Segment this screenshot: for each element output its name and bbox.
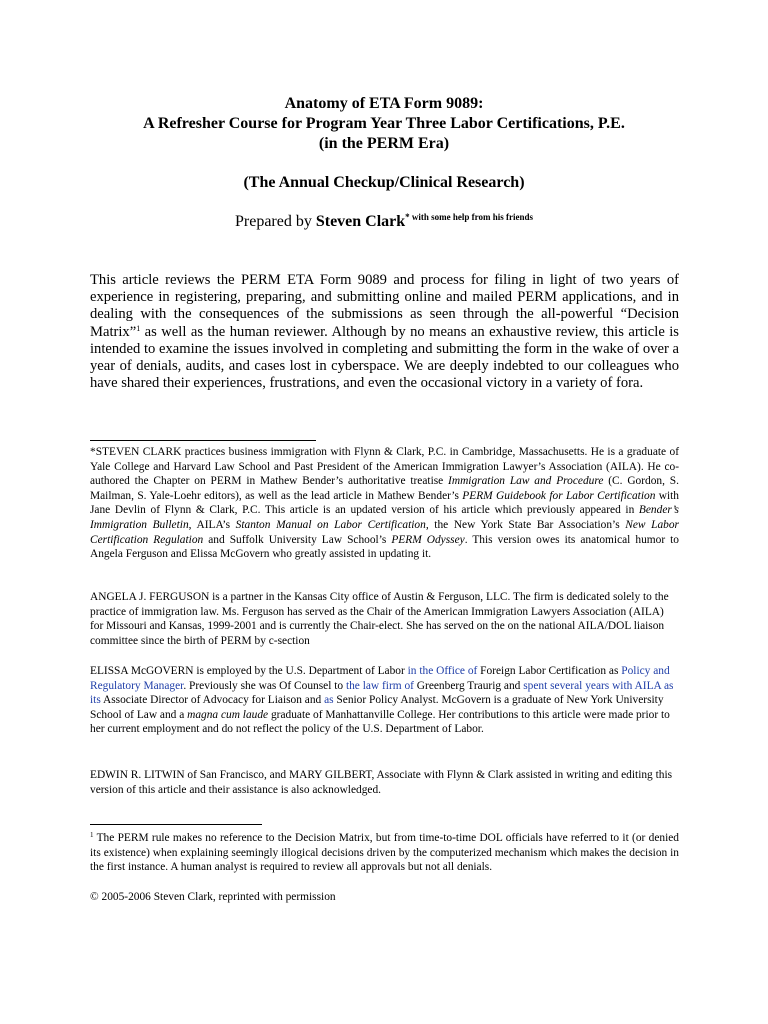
fn-mcgovern-text: graduate of Manhattanville College. Her contributions to this article were made prior to her current employment and do not reflect the policy of the U.S. Department of Labor. — [90, 708, 670, 736]
footnote-1-text: The PERM rule makes no reference to the Decision Matrix, but from time-to-time DOL officials have referred to it (or denied its existence) when explaining seemingly illogical decisions driven by the computerized mechanism which makes the decision in the first instance. A human analyst is required to review all approvals but not all denials. — [90, 832, 679, 874]
byline-author: Steven Clark — [315, 213, 406, 230]
fn-clark-text: , AILA’s — [188, 518, 236, 531]
fn-mcgovern-highlight: Policy and Regulatory Manager — [90, 665, 670, 692]
fn-clark-text: . This version owes its anatomical humor to Angela Ferguson and Elissa McGovern who greatly assisted in updating it. — [90, 533, 679, 561]
footnote-divider-2 — [90, 824, 262, 825]
footnote-divider — [90, 440, 316, 441]
intro-text-2: as well as the human reviewer. Although by no means an exhaustive review, this article is intended to examine the issues involved in completing and submitting the form in the wake of over a year of denials, audits, and cases lost in cyberspace. We are deeply indebted to our colleagues who have shared their experiences, frustrations, and even the occasional victory in a variety of fora. — [90, 323, 679, 392]
fn-mcgovern-italic: magna cum laude — [187, 708, 269, 721]
title-line-3: (in the PERM Era) — [318, 135, 450, 152]
footnote-mcgovern — [90, 664, 679, 737]
fn-clark-italic: Immigration Law and Procedure — [448, 475, 604, 488]
fn-mcgovern-text: ELISSA McGOVERN is employed by the U.S. Department of Labor — [90, 665, 408, 677]
byline-prefix: Prepared by — [234, 213, 316, 230]
byline-note: * with some help from his friends — [405, 212, 534, 222]
fn-clark-text: and Suffolk University Law School’s — [203, 533, 392, 546]
fn-mcgovern-text: . Previously she was Of Counsel to — [183, 679, 346, 692]
fn-clark-text: with Jane Devlin of Flynn & Clark, P.C. This article is an updated version of his article which previously appeared in — [90, 489, 680, 517]
fn-mcgovern-text: Associate Director of Advocacy for Liaison and — [100, 694, 325, 707]
intro-paragraph — [90, 272, 679, 392]
title-line-2: A Refresher Course for Program Year Three Labor Certifications, P.E. — [143, 115, 625, 132]
footnote-ref-1: 1 — [136, 323, 141, 333]
document-subtitle: (The Annual Checkup/Clinical Research) — [243, 174, 525, 191]
document-title — [0, 94, 768, 154]
fn-clark-italic: New Labor Certification Regulation — [90, 518, 679, 546]
fn-mcgovern-text: Greenberg Traurig and — [413, 679, 524, 692]
fn-clark-text: *STEVEN CLARK practices business immigration with Flynn & Clark, P.C. in Cambridge, Massachusetts. He is a graduate of Yale College and Harvard Law School and Past President of the American Immigration Lawyer’s Association (AILA). He co-authored the Chapter on PERM in Mathew Bender’s authoritative treatise — [90, 446, 679, 488]
fn-mcgovern-highlight: as — [324, 694, 334, 707]
copyright-notice: © 2005-2006 Steven Clark, reprinted with permission — [90, 891, 336, 903]
footnote-clark — [90, 445, 679, 562]
intro-text-1: This article reviews the PERM ETA Form 9089 and process for filing in light of two years of experience in registering, preparing, and submitting online and mailed PERM applications, and in dealing with the consequences of the submissions as seen through the all-powerful “Decision Matrix” — [90, 272, 679, 340]
fn-clark-italic: Bender’s Immigration Bulletin — [90, 504, 679, 531]
fn-mcgovern-highlight: the law firm of — [345, 679, 414, 692]
footnote-litwin: EDWIN R. LITWIN of San Francisco, and MARY GILBERT, Associate with Flynn & Clark assisted in writing and editing this version of this article and their assistance is also acknowledged. — [90, 769, 673, 796]
footnote-number: 1 — [90, 831, 94, 839]
fn-clark-text: the New York State Bar Association’s — [428, 518, 626, 531]
title-line-1: Anatomy of ETA Form 9089: — [284, 95, 484, 112]
fn-clark-text: (C. Gordon, S. Mailman, S. Yale-Loehr editors), as well as the lead article in Mathew Bender’s — [90, 475, 679, 502]
fn-mcgovern-highlight: in the Office of — [407, 665, 478, 677]
footnote-ferguson: ANGELA J. FERGUSON is a partner in the Kansas City office of Austin & Ferguson, LLC. The firm is dedicated solely to the practice of immigration law. Ms. Ferguson has served as the Chair of the American Immigration Lawyers Association (AILA) for Missouri and Kansas, 1999-2001 and is currently the Chair-elect. She has served on the on the national AILA/DOL liaison committee since the birth of PERM by c-section — [90, 591, 669, 647]
fn-clark-italic: PERM Guidebook for Labor Certification — [462, 489, 656, 502]
byline — [0, 212, 768, 231]
footnote-1 — [90, 831, 679, 875]
fn-mcgovern-highlight: AILA as its — [90, 679, 674, 707]
fn-mcgovern-text: Senior Policy Analyst. McGovern is a graduate of New York University School of Law and a — [90, 694, 664, 721]
fn-clark-italic: Stanton Manual on Labor Certification, — [235, 518, 429, 531]
fn-clark-italic: PERM Odyssey — [391, 533, 465, 546]
fn-mcgovern-highlight: spent several years with — [523, 679, 633, 692]
fn-mcgovern-text: Foreign Labor Certification as — [477, 665, 622, 677]
